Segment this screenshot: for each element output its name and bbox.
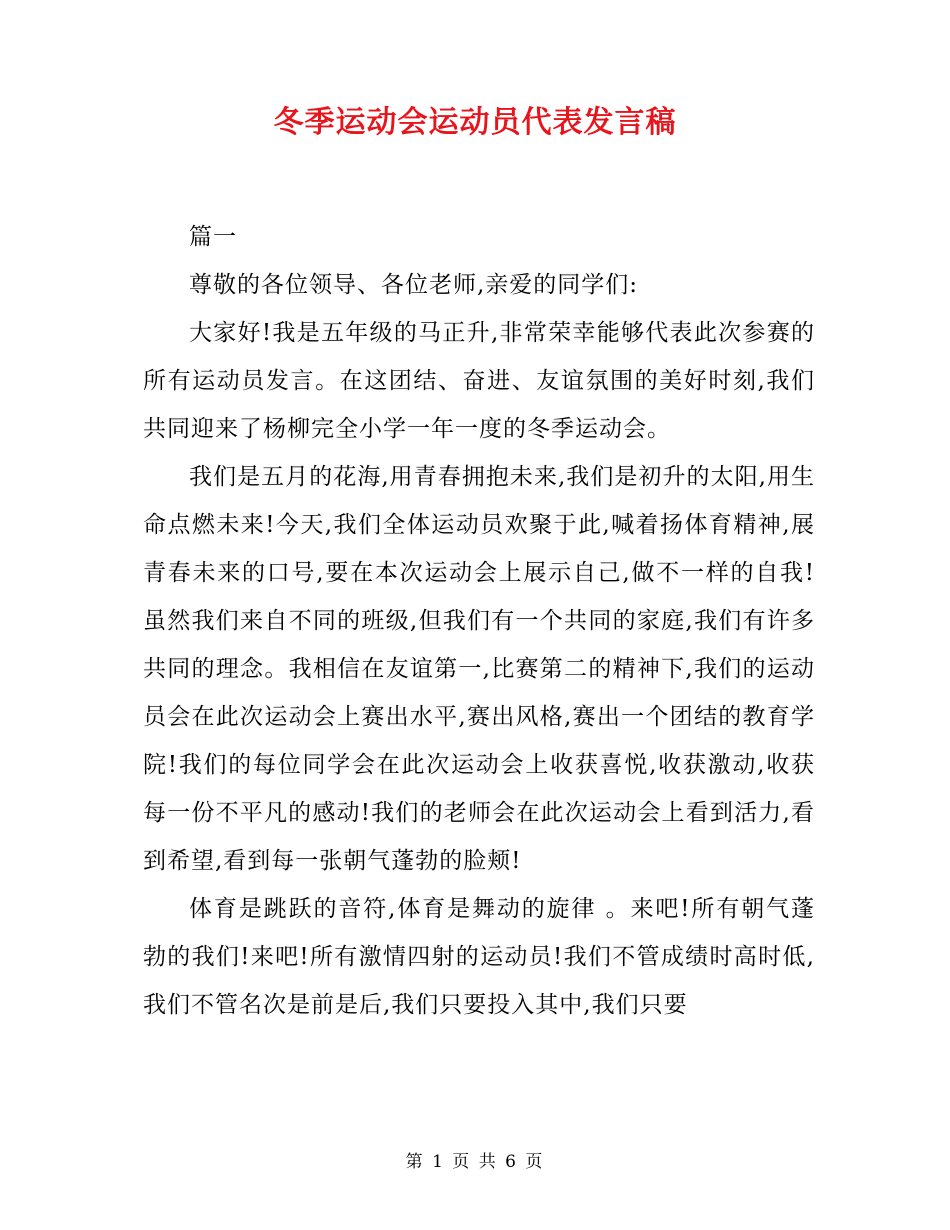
document-title: 冬季运动会运动员代表发言稿 <box>273 105 677 140</box>
paragraph: 大家好!我是五年级的马正升,非常荣幸能够代表此次参赛的所有运动员发言。在这团结、奋进、友谊氛围的美好时刻,我们共同迎来了杨柳完全小学一年一度的冬季运动会。 <box>143 320 815 442</box>
paragraph: 我们是五月的花海,用青春拥抱未来,我们是初升的太阳,用生命点燃未来!今天,我们全体运动员欢聚于此,喊着扬体育精神,展青春未来的口号,要在本次运动会上展示自己,做不一样的自我!虽然我们来自不同的班级,但我们有一个共同的家庭,我们有许多共同的理念。我相信在友谊第一,比赛第二的精神下,我们的运动员会在此次运动会上赛出水平,赛出风格,赛出一个团结的教育学院!我们的每位同学会在此次运动会上收获喜悦,收获激动,收获每一份不平凡的感动!我们的老师会在此次运动会上看到活力,看到希望,看到每一张朝气蓬勃的脸颊! <box>143 464 815 874</box>
paragraph: 体育是跳跃的音符,体育是舞动的旋律 。来吧!所有朝气蓬勃的我们!来吧!所有激情四射的运动员!我们不管成绩时高时低,我们不管名次是前是后,我们只要投入其中,我们只要 <box>143 896 815 1018</box>
document-body <box>143 213 815 1029</box>
page-footer: 第 1 页 共 6 页 <box>405 1152 545 1172</box>
salutation: 尊敬的各位领导、各位老师,亲爱的同学们: <box>189 272 639 298</box>
section-heading: 篇一 <box>189 224 237 250</box>
